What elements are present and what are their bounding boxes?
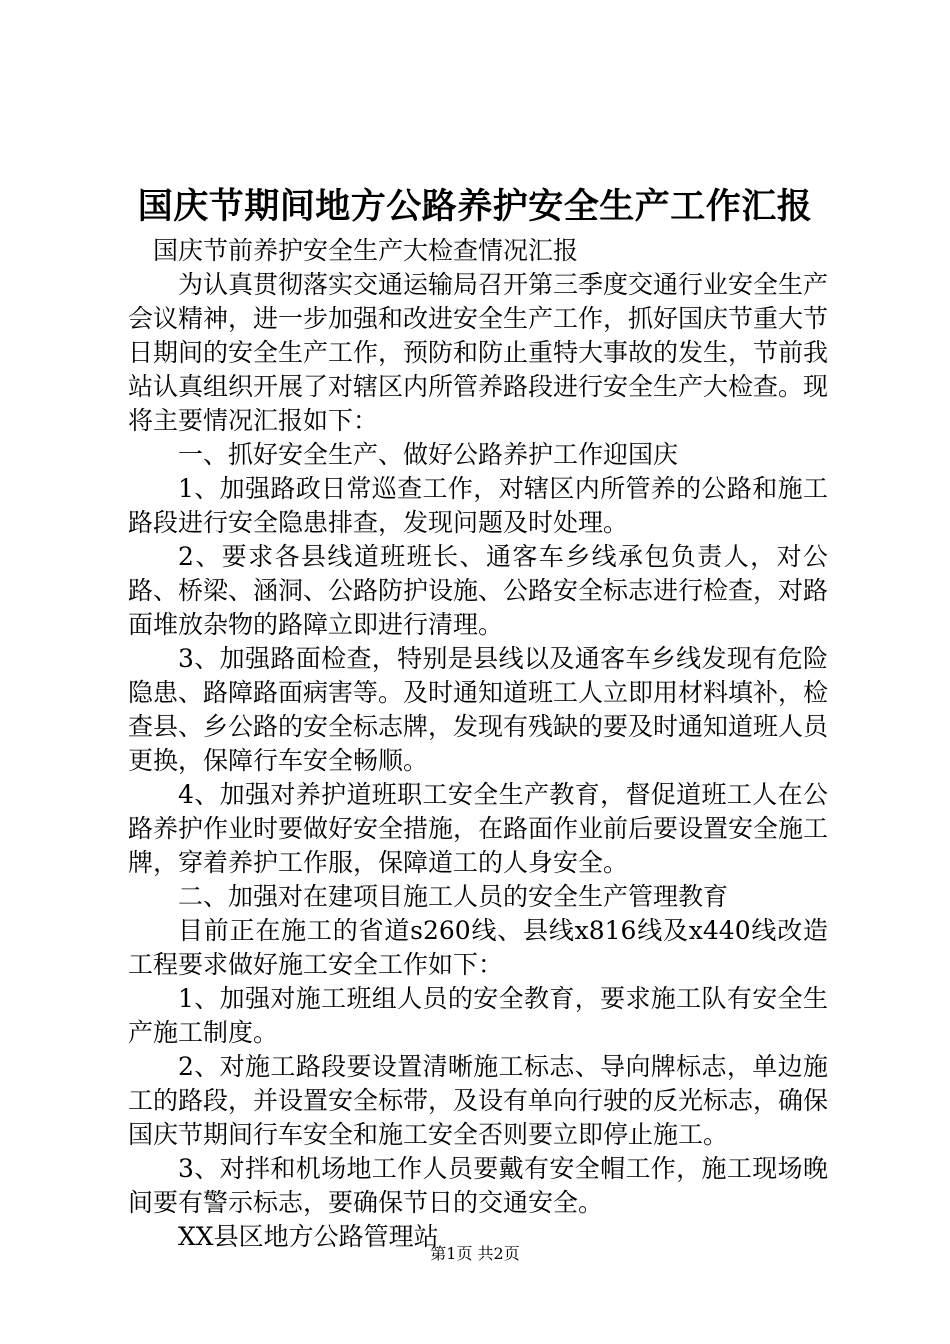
signature-organization: XX县区地方公路管理站 — [178, 1222, 439, 1251]
list-item-2-3: 3、对拌和机场地工作人员要戴有安全帽工作，施工现场晚间要有警示标志，要确保节日的交通安全。 — [128, 1154, 828, 1217]
list-item-1-4: 4、加强对养护道班职工安全生产教育，督促道班工人在公路养护作业时要做好安全措施，在路面作业前后要设置安全施工牌，穿着养护工作服，保障道工的人身安全。 — [128, 780, 829, 877]
document-body — [128, 234, 828, 1254]
list-item-1-3: 3、加强路面检查，特别是县线以及通客车乡线发现有危险隐患、路障路面病害等。及时通知道班工人立即用材料填补，检查县、乡公路的安全标志牌，发现有残缺的要及时通知道班人员更换，保障行车安全畅顺。 — [128, 644, 829, 775]
list-item-1-1: 1、加强路政日常巡查工作，对辖区内所管养的公路和施工路段进行安全隐患排查，发现问题及时处理。 — [128, 474, 828, 537]
section-2-intro: 目前正在施工的省道s260线、县线x816线及x440线改造工程要求做好施工安全工作如下： — [128, 916, 828, 979]
intro-paragraph: 为认真贯彻落实交通运输局召开第三季度交通行业安全生产会议精神，进一步加强和改进安全生产工作，抓好国庆节重大节日期间的安全生产工作，预防和防止重特大事故的发生，节前我站认真组织开展了对辖区内所管养路段进行安全生产大检查。现将主要情况汇报如下： — [128, 270, 829, 435]
list-item-2-2: 2、对施工路段要设置清晰施工标志、导向牌标志，单边施工的路段，并设置安全标带，及设有单向行驶的反光标志，确保国庆节期间行车安全和施工安全否则要立即停止施工。 — [128, 1052, 829, 1149]
page-footer: 第1页 共2页 — [430, 1244, 520, 1263]
list-item-1-2: 2、要求各县线道班班长、通客车乡线承包负责人，对公路、桥梁、涵洞、公路防护设施、公路安全标志进行检查，对路面堆放杂物的路障立即进行清理。 — [128, 542, 829, 639]
report-subtitle: 国庆节前养护安全生产大检查情况汇报 — [153, 236, 579, 265]
section-heading-1: 一、抓好安全生产、做好公路养护工作迎国庆 — [178, 440, 679, 469]
list-item-2-1: 1、加强对施工班组人员的安全教育，要求施工队有安全生产施工制度。 — [128, 984, 828, 1047]
section-heading-2: 二、加强对在建项目施工人员的安全生产管理教育 — [178, 882, 729, 911]
document-title: 国庆节期间地方公路养护安全生产工作汇报 — [137, 186, 813, 227]
